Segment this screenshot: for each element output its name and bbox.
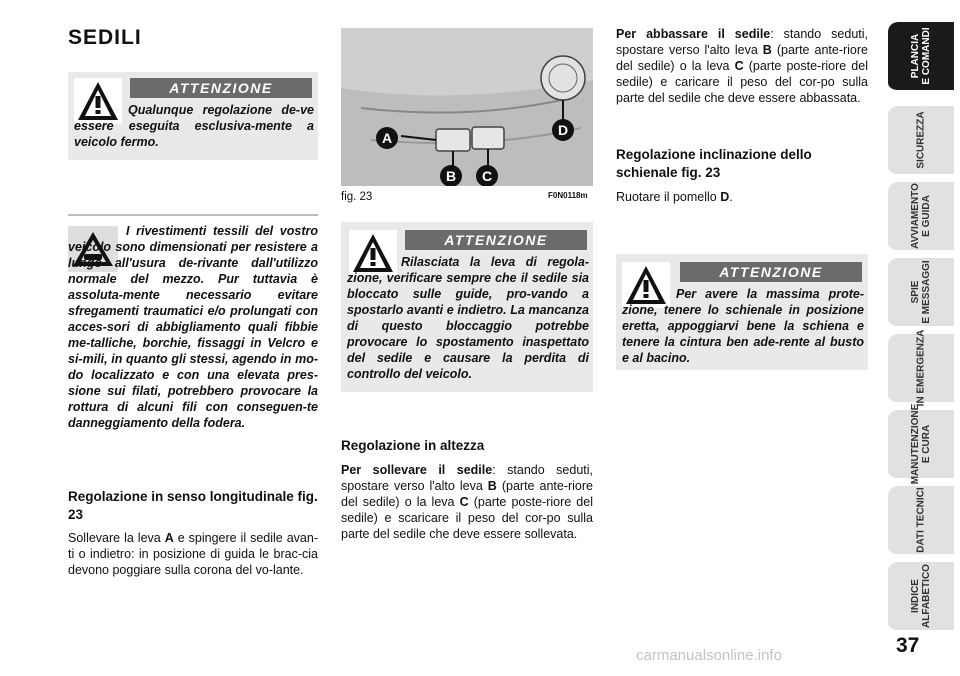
section-heading-longitudinal: Regolazione in senso longitudinale fig. 23	[68, 489, 318, 522]
figure-seat-controls	[341, 28, 593, 186]
callout-d-label: D	[557, 122, 569, 138]
warning-label: ATTENZIONE	[680, 262, 862, 282]
watermark: carmanualsonline.info	[636, 647, 782, 664]
tab-in-emergenza[interactable]: IN EMERGENZA	[888, 334, 954, 405]
height-text: Per sollevare il sedile: stando seduti, spostare verso l'alto leva B (parte ante-riore del sedile) o la leva C (parte poste-riore del sedile) e scaricare il peso del cor-po sulla parte del sedile che deve essere sollevata.	[341, 463, 593, 541]
page-title: SEDILI	[68, 26, 142, 49]
tab-indice-alfabetico[interactable]: INDICE ALFABETICO	[888, 562, 954, 633]
tab-dati-tecnici[interactable]: DATI TECNICI	[888, 486, 954, 557]
warning-box	[616, 254, 868, 370]
seat-illustration	[341, 28, 593, 186]
warning-label: ATTENZIONE	[405, 230, 587, 250]
page-number: 37	[896, 634, 920, 657]
warning-text: Qualunque regolazione de-ve essere eseguita esclusiva-mente a veicolo fermo.	[74, 103, 314, 149]
tab-spie-e-messaggi[interactable]: SPIE E MESSAGGI	[888, 258, 954, 329]
warning-label: ATTENZIONE	[130, 78, 312, 98]
recline-text: Ruotare il pomello D.	[616, 190, 733, 204]
figure-caption: fig. 23	[341, 191, 373, 203]
lower-seat-text: Per abbassare il sedile: stando seduti, spostare verso l'alto leva B (parte ante-riore del sedile) o la leva C (parte poste-riore del sedile) e caricare il peso del cor-po sulla parte del sedile che deve essere abbassata.	[616, 27, 868, 105]
tab-sicurezza[interactable]: SICUREZZA	[888, 106, 954, 177]
warning-box	[68, 72, 318, 160]
warning-text: Per avere la massima prote-zione, tenere lo schienale in posizione eretta, appoggiarvi bene la schiena e tenere la cintura ben ade-rente al busto e al bacino.	[622, 287, 864, 365]
callout-a-label: A	[381, 130, 393, 146]
callout-c-label: C	[481, 168, 493, 184]
note-text: I rivestimenti tessili del vostro veicolo sono dimensionati per resistere a lungo all'usura de-rivante dall'utilizzo normale del mezzo. Pur tuttavia è assoluta-mente necessario evitare sfregamenti traumatici e/o prolungati con acces-sori di abbigliamento quali fibbie me-talliche, borchie, fissaggi in Velcro e si-mili, in quanto gli stessi, agendo in mo-do localizzato e con una elevata pres-sione sui filati, potrebbero provocare la rottura di alcuni fili con conseguen-te danneggiamento della fodera.	[68, 224, 318, 430]
tab-plancia-e-comandi[interactable]: PLANCIA E COMANDI	[888, 22, 954, 93]
divider	[68, 214, 318, 216]
warning-box	[341, 222, 593, 392]
tab-manutenzione-e-cura[interactable]: MANUTENZIONE E CURA	[888, 410, 954, 481]
callout-b-label: B	[445, 168, 457, 184]
section-heading-height: Regolazione in altezza	[341, 438, 485, 453]
longitudinal-text: Sollevare la leva A e spingere il sedile avan-ti o indietro: in posizione di guida le brac-cia devono poggiare sulla corona del vo-lante.	[68, 531, 318, 577]
section-heading-recline: Regolazione inclinazione dello schienale fig. 23	[616, 147, 812, 180]
warning-text: Rilasciata la leva di regola-zione, verificare sempre che il sedile sia bloccato sulle guide, pro-vando a spostarlo avanti e indietro. La mancanza di questo bloccaggio potrebbe provocare lo spostamento inaspettato del sedile e causare la perdita di controllo del veicolo.	[347, 255, 589, 381]
tab-avviamento-e-guida[interactable]: AVVIAMENTO E GUIDA	[888, 182, 954, 253]
figure-code: F0N0118m	[548, 191, 588, 200]
